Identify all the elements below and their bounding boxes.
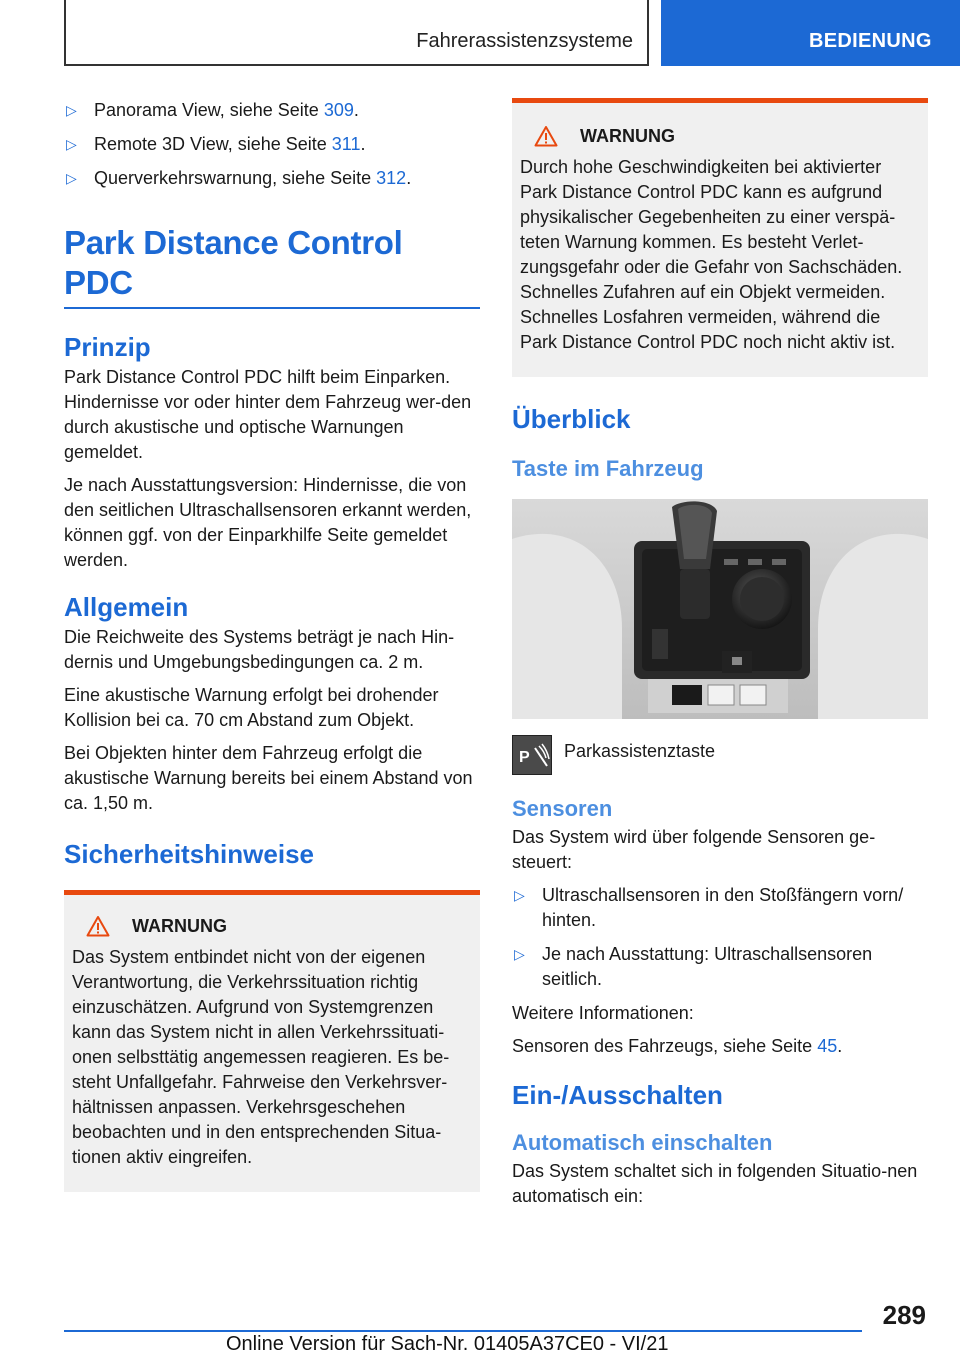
paragraph: Eine akustische Warnung erfolgt bei drohender Kollision bei ca. 70 cm Abstand zum Objekt.	[64, 685, 439, 730]
paragraph: Park Distance Control PDC hilft beim Einparken. Hindernisse vor oder hinter dem Fahrzeug wer-den durch akustische und optische Warnungen gemeldet.	[64, 367, 472, 462]
header-section-title: Fahrerassistenzsysteme	[416, 30, 633, 52]
bullet-item: ▷ Panorama View, siehe Seite 309.	[64, 98, 480, 123]
page-number: 289	[882, 1300, 926, 1330]
heading-prinzip: Prinzip	[64, 332, 151, 362]
warning-text: Das System entbindet nicht von der eigenen Verantwortung, die Verkehrssituation richtig einzuschätzen. Aufgrund von Systemgrenzen kann das System nicht in allen Verkehrssituati-onen selbsttätig angemessen reagieren. Es be-steht Unfallgefahr. Fahrweise den Verkehrsver-hältnissen anpassen. Verkehrsgeschehen beobachten und in den entsprechenden Situa-tionen aktiv eingreifen.	[72, 947, 450, 1167]
paragraph: Das System wird über folgende Sensoren ge-steuert:	[512, 827, 876, 872]
warning-triangle-icon	[86, 915, 110, 937]
heading-sicherheitshinweise: Sicherheitshinweise	[64, 839, 314, 869]
heading-allgemein: Allgemein	[64, 592, 189, 622]
left-column	[64, 98, 480, 1192]
paragraph-reference: Sensoren des Fahrzeugs, siehe Seite 45.	[512, 1036, 843, 1056]
heading-sensoren: Sensoren	[512, 796, 613, 821]
page-link[interactable]: 312	[376, 168, 407, 188]
bullet-triangle-icon: ▷	[514, 887, 525, 903]
warning-header	[520, 125, 920, 147]
heading-automatisch-einschalten: Automatisch einschalten	[512, 1130, 773, 1155]
warning-label: WARNUNG	[580, 125, 675, 146]
park-assist-button-icon	[512, 735, 552, 775]
footer-version-text: Online Version für Sach-Nr. 01405A37CE0 - VI/21	[226, 1333, 669, 1355]
page-link[interactable]: 309	[323, 100, 354, 120]
warning-triangle-icon	[534, 125, 558, 147]
warning-text: Durch hohe Geschwindigkeiten bei aktivierter Park Distance Control PDC kann es aufgrund physikalischer Gegebenheiten zu einer verspä-teten Warnung kommen. Es besteht Verlet-zungsgefahr oder die Gefahr von Sachschäden. Schnelles Zufahren auf ein Objekt vermeiden. Schnelles Losfahren vermeiden, während die Park Distance Control PDC noch nicht aktiv ist.	[520, 157, 903, 352]
footer-divider	[64, 1330, 862, 1332]
page-link[interactable]: 45	[817, 1036, 838, 1056]
bullet-triangle-icon: ▷	[514, 946, 525, 962]
park-assist-button-label: Parkassistenztaste	[564, 741, 716, 761]
paragraph: Bei Objekten hinter dem Fahrzeug erfolgt die akustische Warnung bereits bei einem Abstand von ca. 1,50 m.	[64, 743, 473, 813]
bullet-item: ▷ Querverkehrswarnung, siehe Seite 312.	[64, 166, 480, 191]
warning-box	[64, 890, 480, 1192]
paragraph: Je nach Ausstattungsversion: Hindernisse, die von den seitlichen Ultraschallsensoren erkannt werden, können ggf. von der Einparkhilfe Seite gemeldet werden.	[64, 475, 472, 570]
page-title: Park Distance Control PDC	[64, 223, 480, 309]
warning-label: WARNUNG	[132, 915, 227, 936]
bullet-item: ▷ Remote 3D View, siehe Seite 311.	[64, 132, 480, 157]
header-chapter-tab	[661, 0, 960, 66]
heading-taste-im-fahrzeug: Taste im Fahrzeug	[512, 456, 704, 481]
bullet-triangle-icon: ▷	[66, 136, 77, 152]
warning-box	[512, 98, 928, 377]
center-console-photo	[512, 499, 928, 719]
paragraph: Die Reichweite des Systems beträgt je nach Hin-dernis und Umgebungsbedingungen ca. 2 m.	[64, 627, 455, 672]
svg-text:P: P	[519, 749, 530, 766]
bullet-triangle-icon: ▷	[66, 170, 77, 186]
bullet-item: ▷ Je nach Ausstattung: Ultraschallsensoren seitlich.	[514, 944, 873, 989]
paragraph: Weitere Informationen:	[512, 1003, 694, 1023]
right-column	[512, 98, 928, 1217]
bullet-item: ▷ Ultraschallsensoren in den Stoßfängern vorn/ hinten.	[514, 885, 904, 930]
page-link[interactable]: 311	[331, 134, 361, 154]
paragraph: Das System schaltet sich in folgenden Situatio-nen automatisch ein:	[512, 1161, 918, 1206]
heading-ueberblick: Überblick	[512, 404, 631, 434]
bullet-triangle-icon: ▷	[66, 102, 77, 118]
header-section-tab	[64, 0, 649, 66]
button-legend	[512, 735, 928, 775]
warning-header	[72, 915, 472, 937]
header-chapter-title: BEDIENUNG	[809, 30, 932, 52]
heading-ein-ausschalten: Ein-/Ausschalten	[512, 1080, 723, 1110]
center-console-image	[512, 499, 928, 719]
